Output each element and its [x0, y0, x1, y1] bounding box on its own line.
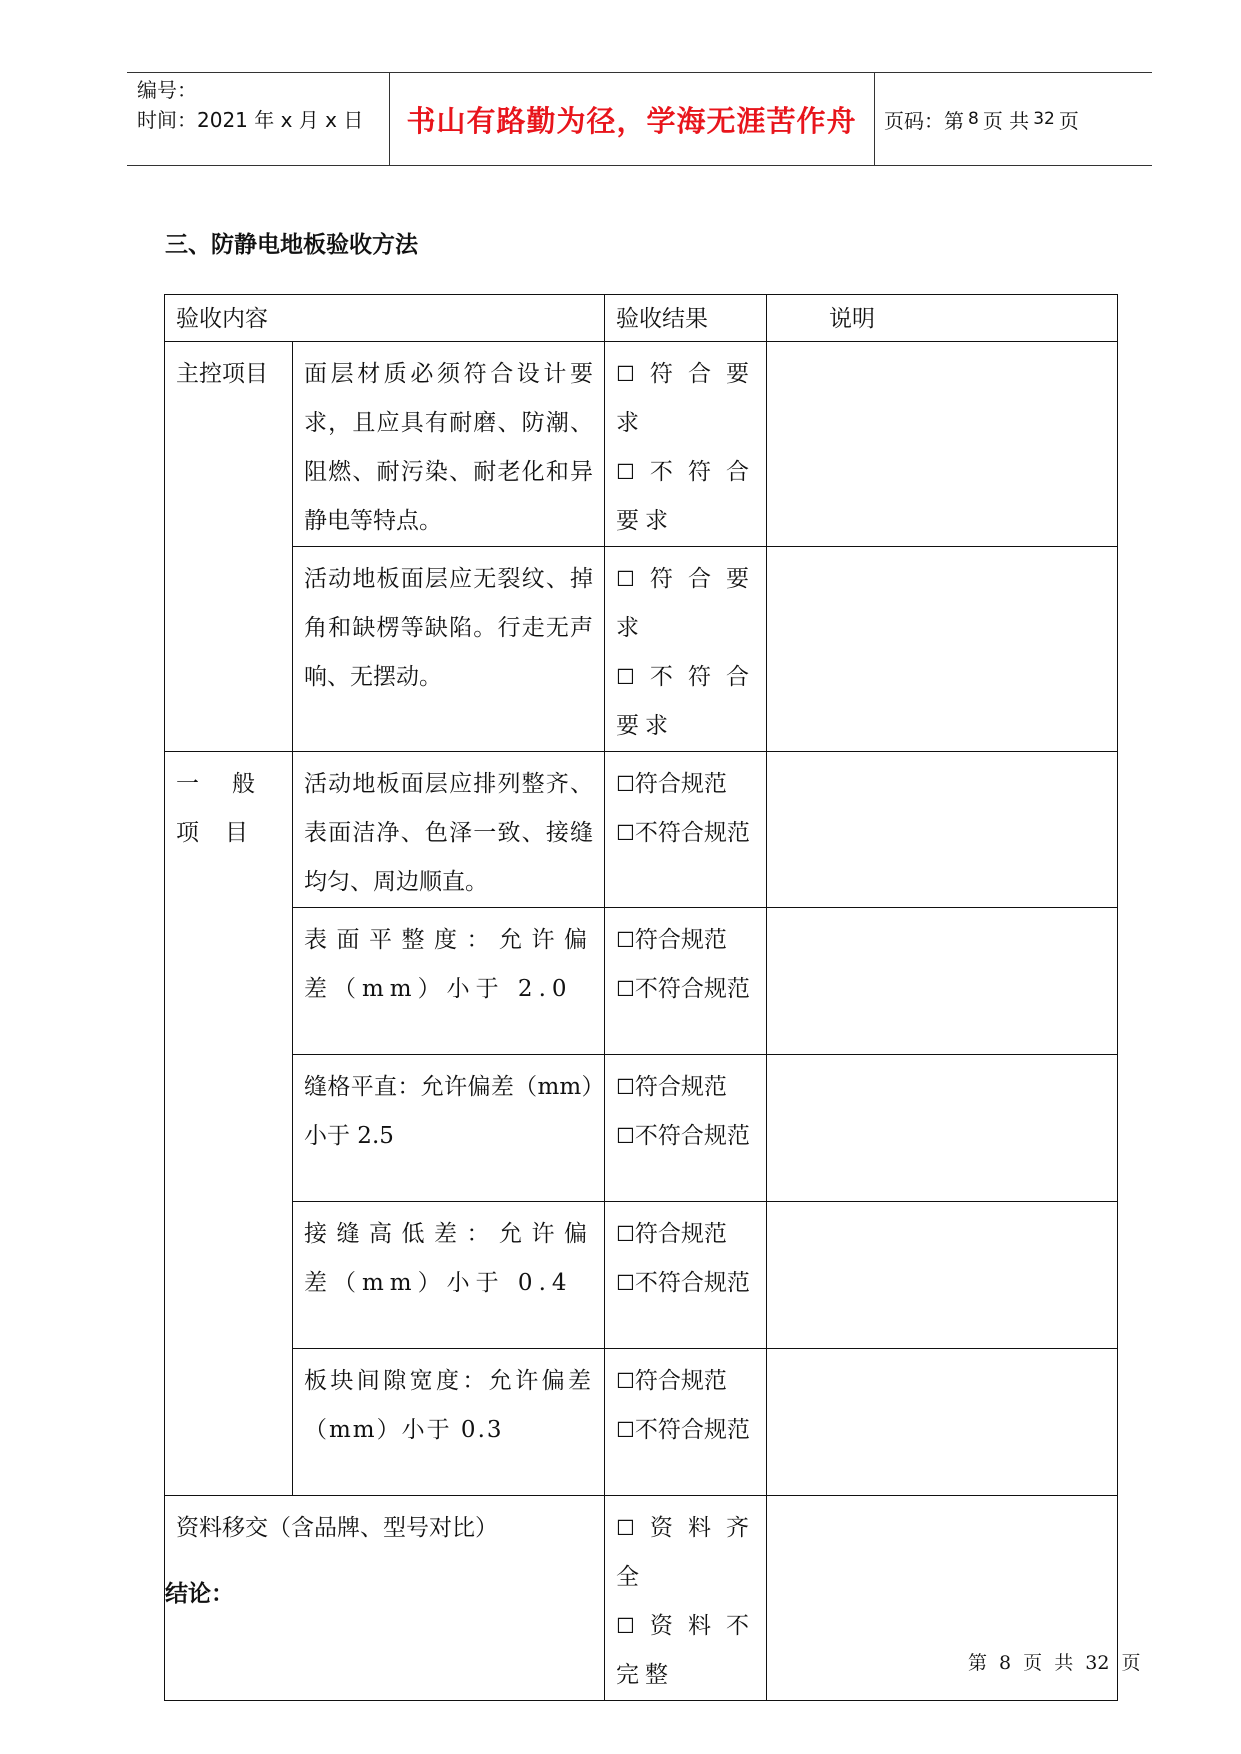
- section-title: 三、防静电地板验收方法: [165, 232, 418, 258]
- table-row: [165, 1202, 1118, 1349]
- header-content: 验收内容: [165, 295, 605, 342]
- header-divider: [874, 73, 875, 165]
- checkbox-option[interactable]: ☐符合规范: [616, 771, 727, 797]
- category-cell: 资料移交（含品牌、型号对比）: [165, 1496, 605, 1701]
- checkbox-icon: ☐: [616, 362, 641, 386]
- result-cell: [605, 342, 767, 547]
- checkbox-option[interactable]: ☐符合规范: [616, 1221, 727, 1247]
- header-motto: 书山有路勤为径，学海无涯苦作舟: [406, 103, 857, 138]
- table-header-row: [165, 295, 1118, 342]
- checkbox-icon: ☐: [616, 1222, 635, 1246]
- checkbox-icon: ☐: [616, 772, 635, 796]
- checkbox-icon: ☐: [616, 1516, 641, 1540]
- table-row: [165, 1055, 1118, 1202]
- acceptance-table: [164, 294, 1118, 1701]
- category-cell: 主控项目: [165, 342, 293, 752]
- checkbox-icon: ☐: [616, 1075, 635, 1099]
- checkbox-icon: ☐: [616, 1418, 635, 1442]
- note-cell: [767, 1202, 1118, 1349]
- checkbox-option[interactable]: ☐符合规范: [616, 1074, 727, 1100]
- table-row: [165, 1349, 1118, 1496]
- note-cell: [767, 1349, 1118, 1496]
- item-cell: 板块间隙宽度：允许偏差（mm）小于 0.3: [293, 1349, 605, 1496]
- header-note: 说明: [767, 295, 1118, 342]
- item-cell: 接缝高低差：允许偏差（mm）小于 0.4: [293, 1202, 605, 1349]
- item-cell: 面层材质必须符合设计要求，且应具有耐磨、防潮、阻燃、耐污染、耐老化和异静电等特点。: [293, 342, 605, 547]
- checkbox-icon: ☐: [616, 567, 641, 591]
- category-cell: 一般项目: [165, 752, 293, 1496]
- header-meta: [137, 75, 363, 135]
- note-cell: [767, 1055, 1118, 1202]
- checkbox-option[interactable]: ☐符合要求: [616, 361, 755, 436]
- checkbox-icon: ☐: [616, 977, 635, 1001]
- checkbox-icon: ☐: [616, 928, 635, 952]
- page-footer: 第 8 页 共 32 页: [968, 1652, 1141, 1674]
- result-cell: [605, 1349, 767, 1496]
- item-cell: 活动地板面层应无裂纹、掉角和缺楞等缺陷。行走无声响、无摆动。: [293, 547, 605, 752]
- result-cell: [605, 752, 767, 908]
- checkbox-option[interactable]: ☐不符合规范: [616, 1123, 750, 1149]
- note-cell: [767, 547, 1118, 752]
- result-cell: [605, 547, 767, 752]
- conclusion-label: 结论：: [165, 1581, 234, 1607]
- table-row: [165, 342, 1118, 547]
- checkbox-option[interactable]: ☐不符合规范: [616, 1417, 750, 1443]
- checkbox-option[interactable]: ☐资料不完整: [616, 1613, 755, 1688]
- checkbox-icon: ☐: [616, 1369, 635, 1393]
- checkbox-icon: ☐: [616, 1271, 635, 1295]
- note-cell: [767, 342, 1118, 547]
- checkbox-icon: ☐: [616, 665, 641, 689]
- checkbox-option[interactable]: ☐不符合规范: [616, 820, 750, 846]
- checkbox-option[interactable]: ☐符合要求: [616, 566, 755, 641]
- item-cell: 缝格平直：允许偏差（mm）小于 2.5: [293, 1055, 605, 1202]
- table-row: [165, 547, 1118, 752]
- checkbox-option[interactable]: ☐符合规范: [616, 927, 727, 953]
- result-cell: [605, 1055, 767, 1202]
- note-cell: [767, 752, 1118, 908]
- time-label: 时间：2021 年 x 月 x 日: [137, 108, 364, 132]
- checkbox-icon: ☐: [616, 1614, 641, 1638]
- result-cell: [605, 1202, 767, 1349]
- serial-label: 编号：: [137, 78, 197, 102]
- checkbox-option[interactable]: ☐不符合规范: [616, 976, 750, 1002]
- checkbox-option[interactable]: ☐资料齐全: [616, 1515, 755, 1590]
- table-row: [165, 908, 1118, 1055]
- checkbox-icon: ☐: [616, 1124, 635, 1148]
- result-cell: [605, 908, 767, 1055]
- item-cell: 活动地板面层应排列整齐、表面洁净、色泽一致、接缝均匀、周边顺直。: [293, 752, 605, 908]
- note-cell: [767, 908, 1118, 1055]
- checkbox-icon: ☐: [616, 460, 641, 484]
- checkbox-icon: ☐: [616, 821, 635, 845]
- header-page-number: 页码：第 8 页 共 32 页: [884, 108, 1079, 133]
- checkbox-option[interactable]: ☐符合规范: [616, 1368, 727, 1394]
- checkbox-option[interactable]: ☐不符合要求: [616, 459, 755, 534]
- item-cell: 表面平整度：允许偏差（mm）小于 2.0: [293, 908, 605, 1055]
- page-header: [127, 72, 1152, 166]
- checkbox-option[interactable]: ☐不符合要求: [616, 664, 755, 739]
- table-row: [165, 752, 1118, 908]
- checkbox-option[interactable]: ☐不符合规范: [616, 1270, 750, 1296]
- result-cell: [605, 1496, 767, 1701]
- header-result: 验收结果: [605, 295, 767, 342]
